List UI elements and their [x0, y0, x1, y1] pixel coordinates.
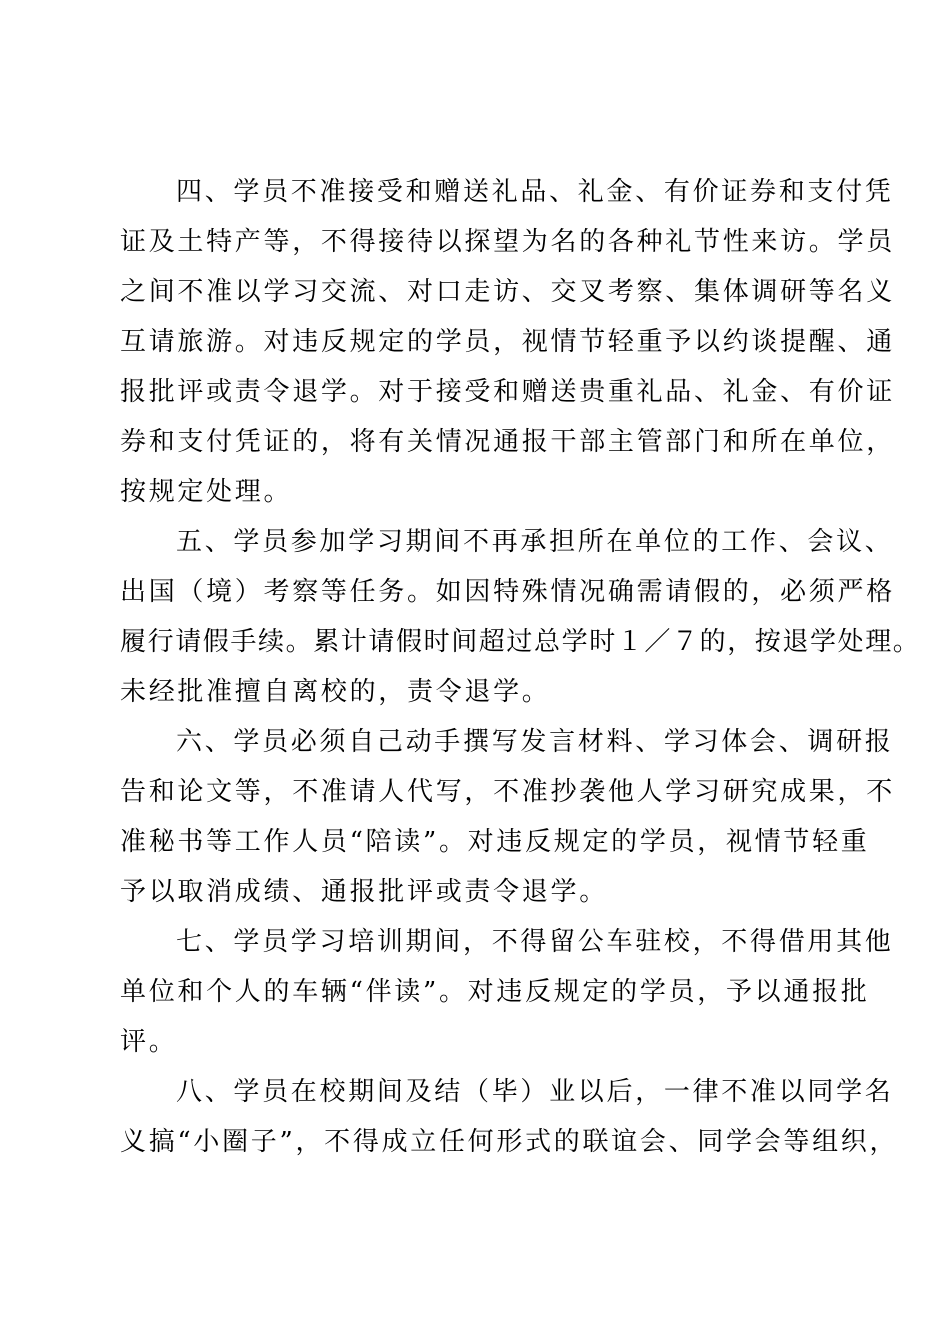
paragraph-4-line-7: 按规定处理。 [120, 477, 293, 507]
paragraph-5-line-2: 出国（境）考察等任务。如因特殊情况确需请假的，必须严格 [120, 577, 895, 607]
paragraph-6-line-1: 六、学员必须自己动手撰写发言材料、学习体会、调研报 [176, 727, 894, 757]
paragraph-4-line-1: 四、学员不准接受和赠送礼品、礼金、有价证券和支付凭 [176, 177, 894, 207]
paragraph-4-line-3: 之间不准以学习交流、对口走访、交叉考察、集体调研等名义 [120, 277, 895, 307]
paragraph-8-line-2: 义搞“小圈子”，不得成立任何形式的联谊会、同学会等组织， [120, 1127, 899, 1157]
paragraph-6-line-2: 告和论文等，不准请人代写，不准抄袭他人学习研究成果，不 [120, 777, 895, 807]
document-body [120, 167, 921, 1167]
paragraph-6-line-3: 准秘书等工作人员“陪读”。对违反规定的学员，视情节轻重 [120, 827, 870, 857]
paragraph-5-line-3: 履行请假手续。累计请假时间超过总学时１／７的，按退学处理。 [120, 627, 921, 657]
paragraph-7-line-2: 单位和个人的车辆“伴读”。对违反规定的学员，予以通报批 [120, 977, 870, 1007]
paragraph-8-line-1: 八、学员在校期间及结（毕）业以后，一律不准以同学名 [176, 1077, 894, 1107]
paragraph-4-line-6: 券和支付凭证的，将有关情况通报干部主管部门和所在单位， [120, 427, 895, 457]
paragraph-7-line-1: 七、学员学习培训期间，不得留公车驻校，不得借用其他 [176, 927, 894, 957]
paragraph-5-line-1: 五、学员参加学习期间不再承担所在单位的工作、会议、 [176, 527, 894, 557]
paragraph-5-line-4: 未经批准擅自离校的，责令退学。 [120, 677, 551, 707]
paragraph-6-line-4: 予以取消成绩、通报批评或责令退学。 [120, 877, 608, 907]
paragraph-7-line-3: 评。 [120, 1027, 178, 1057]
paragraph-4-line-5: 报批评或责令退学。对于接受和赠送贵重礼品、礼金、有价证 [120, 377, 895, 407]
paragraph-4-line-4: 互请旅游。对违反规定的学员，视情节轻重予以约谈提醒、通 [120, 327, 895, 357]
paragraph-4-line-2: 证及土特产等，不得接待以探望为名的各种礼节性来访。学员 [120, 227, 895, 257]
